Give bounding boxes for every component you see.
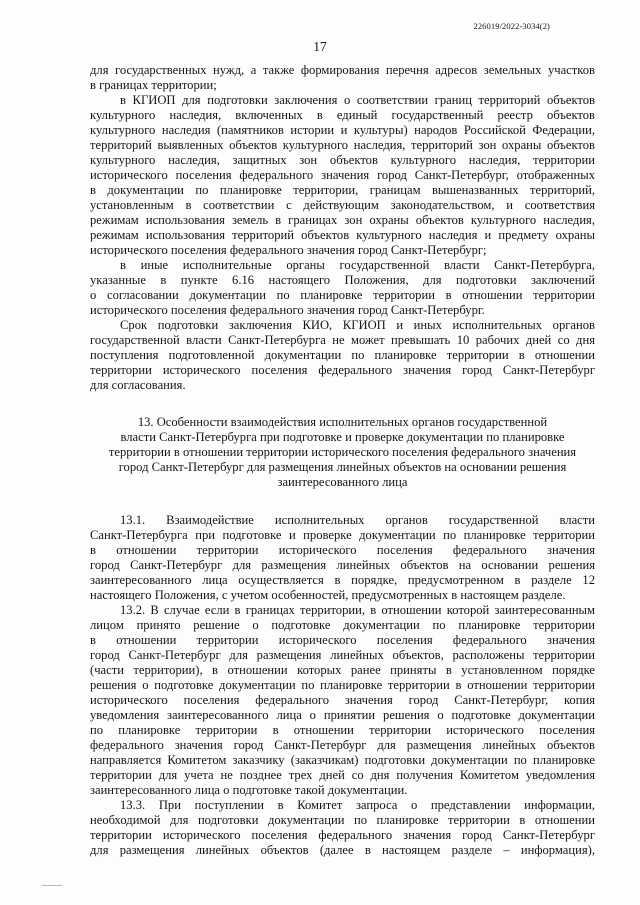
paragraph-other-bodies	[90, 258, 595, 318]
paragraph-13-2	[90, 603, 595, 798]
text-line: направляется Комитетом заказчику (заказчикам) подготовки документации по планировке	[90, 753, 595, 767]
text-line: город Санкт-Петербург для размещения линейных объектов, расположены территории	[90, 648, 595, 662]
text-line: Срок подготовки заключения КИО, КГИОП и иных исполнительных органов	[120, 318, 595, 332]
text-line: в документации по планировке территории, границам вышеназванных территорий,	[90, 183, 595, 197]
text-line: 13.2. В случае если в границах территории, в отношении которой заинтересованным	[120, 603, 595, 617]
paragraph-13-1	[90, 513, 595, 603]
text-line: 13.3. При поступлении в Комитет запроса о представлении информации,	[120, 798, 595, 812]
text-line: для размещения линейных объектов (далее в настоящем разделе – информация),	[90, 843, 595, 857]
text-line: культурного наследия (памятников истории и культуры) народов Российской Федерации,	[90, 123, 595, 137]
text-line: исторического поселения федерального значения город Санкт-Петербург.	[90, 303, 485, 317]
text-line: для согласования.	[90, 378, 186, 392]
text-line: режимам использования территорий объектов культурного наследия и предмету охраны	[90, 228, 595, 242]
text-line: поступления подготовленной документации по планировке территории в отношении	[90, 348, 595, 362]
text-line: территорий выявленных объектов культурного наследия, территорий зон охраны объектов	[90, 138, 595, 152]
text-line: город Санкт-Петербург для размещения линейных объектов на основании решения	[90, 558, 595, 572]
text-line: в отношении территории исторического поселения федерального значения	[90, 543, 595, 557]
text-line: культурного наследия, защитных зон объектов культурного наследия, территории	[90, 153, 595, 167]
text-line: территории для учета не позднее трех дней со дня получения Комитетом уведомления	[90, 768, 595, 782]
text-line: исторического поселения федерального значения город Санкт-Петербург, отображенных	[90, 168, 595, 182]
heading-line: город Санкт-Петербург для размещения линейных объектов на основании решения	[118, 460, 567, 474]
text-line: 13.1. Взаимодействие исполнительных органов государственной власти	[120, 513, 595, 527]
text-line: исторического поселения федерального значения город Санкт-Петербург;	[90, 243, 487, 257]
text-line: культурного наследия, включенных в единый государственный реестр объектов	[90, 108, 595, 122]
text-line: (части территории), в отношении которых ранее приняты в установленном порядке	[90, 663, 595, 677]
text-line: государственной власти Санкт-Петербурга не может превышать 10 рабочих дней со дня	[90, 333, 595, 347]
text-line: территории исторического поселения федерального значения город Санкт-Петербург	[90, 828, 595, 842]
heading-line: власти Санкт-Петербурга при подготовке и проверке документации по планировке	[120, 430, 565, 444]
text-line: для государственных нужд, а также формирования перечня адресов земельных участков	[90, 63, 595, 77]
text-line: федерального значения город Санкт-Петербург для размещения линейных объектов	[90, 738, 595, 752]
text-line: в иные исполнительные органы государственной власти Санкт-Петербурга,	[120, 258, 595, 272]
text-line: исторического поселения федерального значения город Санкт-Петербург, копия	[90, 693, 595, 707]
page-number: 17	[313, 39, 327, 54]
heading-line: территории в отношении территории исторического поселения федерального значения	[108, 445, 577, 459]
text-line: решения о подготовке документации по планировке территории в отношении территории	[90, 678, 595, 692]
text-line: лицом принято решение о подготовке документации по планировке территории	[90, 618, 595, 632]
document-id: 226019/2022-3034(2)	[473, 21, 550, 31]
document-body	[90, 63, 595, 858]
paragraph-land-plots	[90, 63, 595, 93]
text-line: установленным в соответствии с действующим законодательством, и соответствия	[90, 198, 595, 212]
text-line: территории исторического поселения федерального значения город Санкт-Петербург	[90, 363, 595, 377]
section-heading	[90, 415, 595, 490]
heading-line: заинтересованного лица	[277, 475, 408, 489]
text-line: в отношении территории исторического поселения федерального значения	[90, 633, 595, 647]
text-line: заинтересованного лица о подготовке такой документации.	[90, 783, 408, 797]
text-line: уведомления заинтересованного лица о принятии решения о подготовке документации	[90, 708, 595, 722]
text-line: указанные в пункте 6.16 настоящего Положения, для подготовки заключений	[90, 273, 595, 287]
text-line: в КГИОП для подготовки заключения о соответствии границ территорий объектов	[120, 93, 595, 107]
paragraph-deadline	[90, 318, 595, 393]
heading-line: 13. Особенности взаимодействия исполнительных органов государственной	[137, 415, 548, 429]
text-line: необходимой для подготовки документации по планировке территории в отношении	[90, 813, 595, 827]
scan-artifact	[42, 885, 62, 886]
text-line: о согласовании документации по планировке территории в отношении территории	[90, 288, 595, 302]
text-line: по планировке территории в отношении территории исторического поселения	[90, 723, 595, 737]
text-line: в границах территории;	[90, 78, 217, 92]
text-line: заинтересованного лица осуществляется в порядке, предусмотренном в разделе 12	[90, 573, 595, 587]
text-line: Санкт-Петербурга при подготовке и проверке документации по планировке территории	[90, 528, 595, 542]
text-line: режимам использования земель в границах зон охраны объектов культурного наследия,	[90, 213, 595, 227]
paragraph-kgiop	[90, 93, 595, 258]
paragraph-13-3	[90, 798, 595, 858]
text-line: настоящего Положения, с учетом особенностей, предусмотренных в настоящем разделе.	[90, 588, 566, 602]
